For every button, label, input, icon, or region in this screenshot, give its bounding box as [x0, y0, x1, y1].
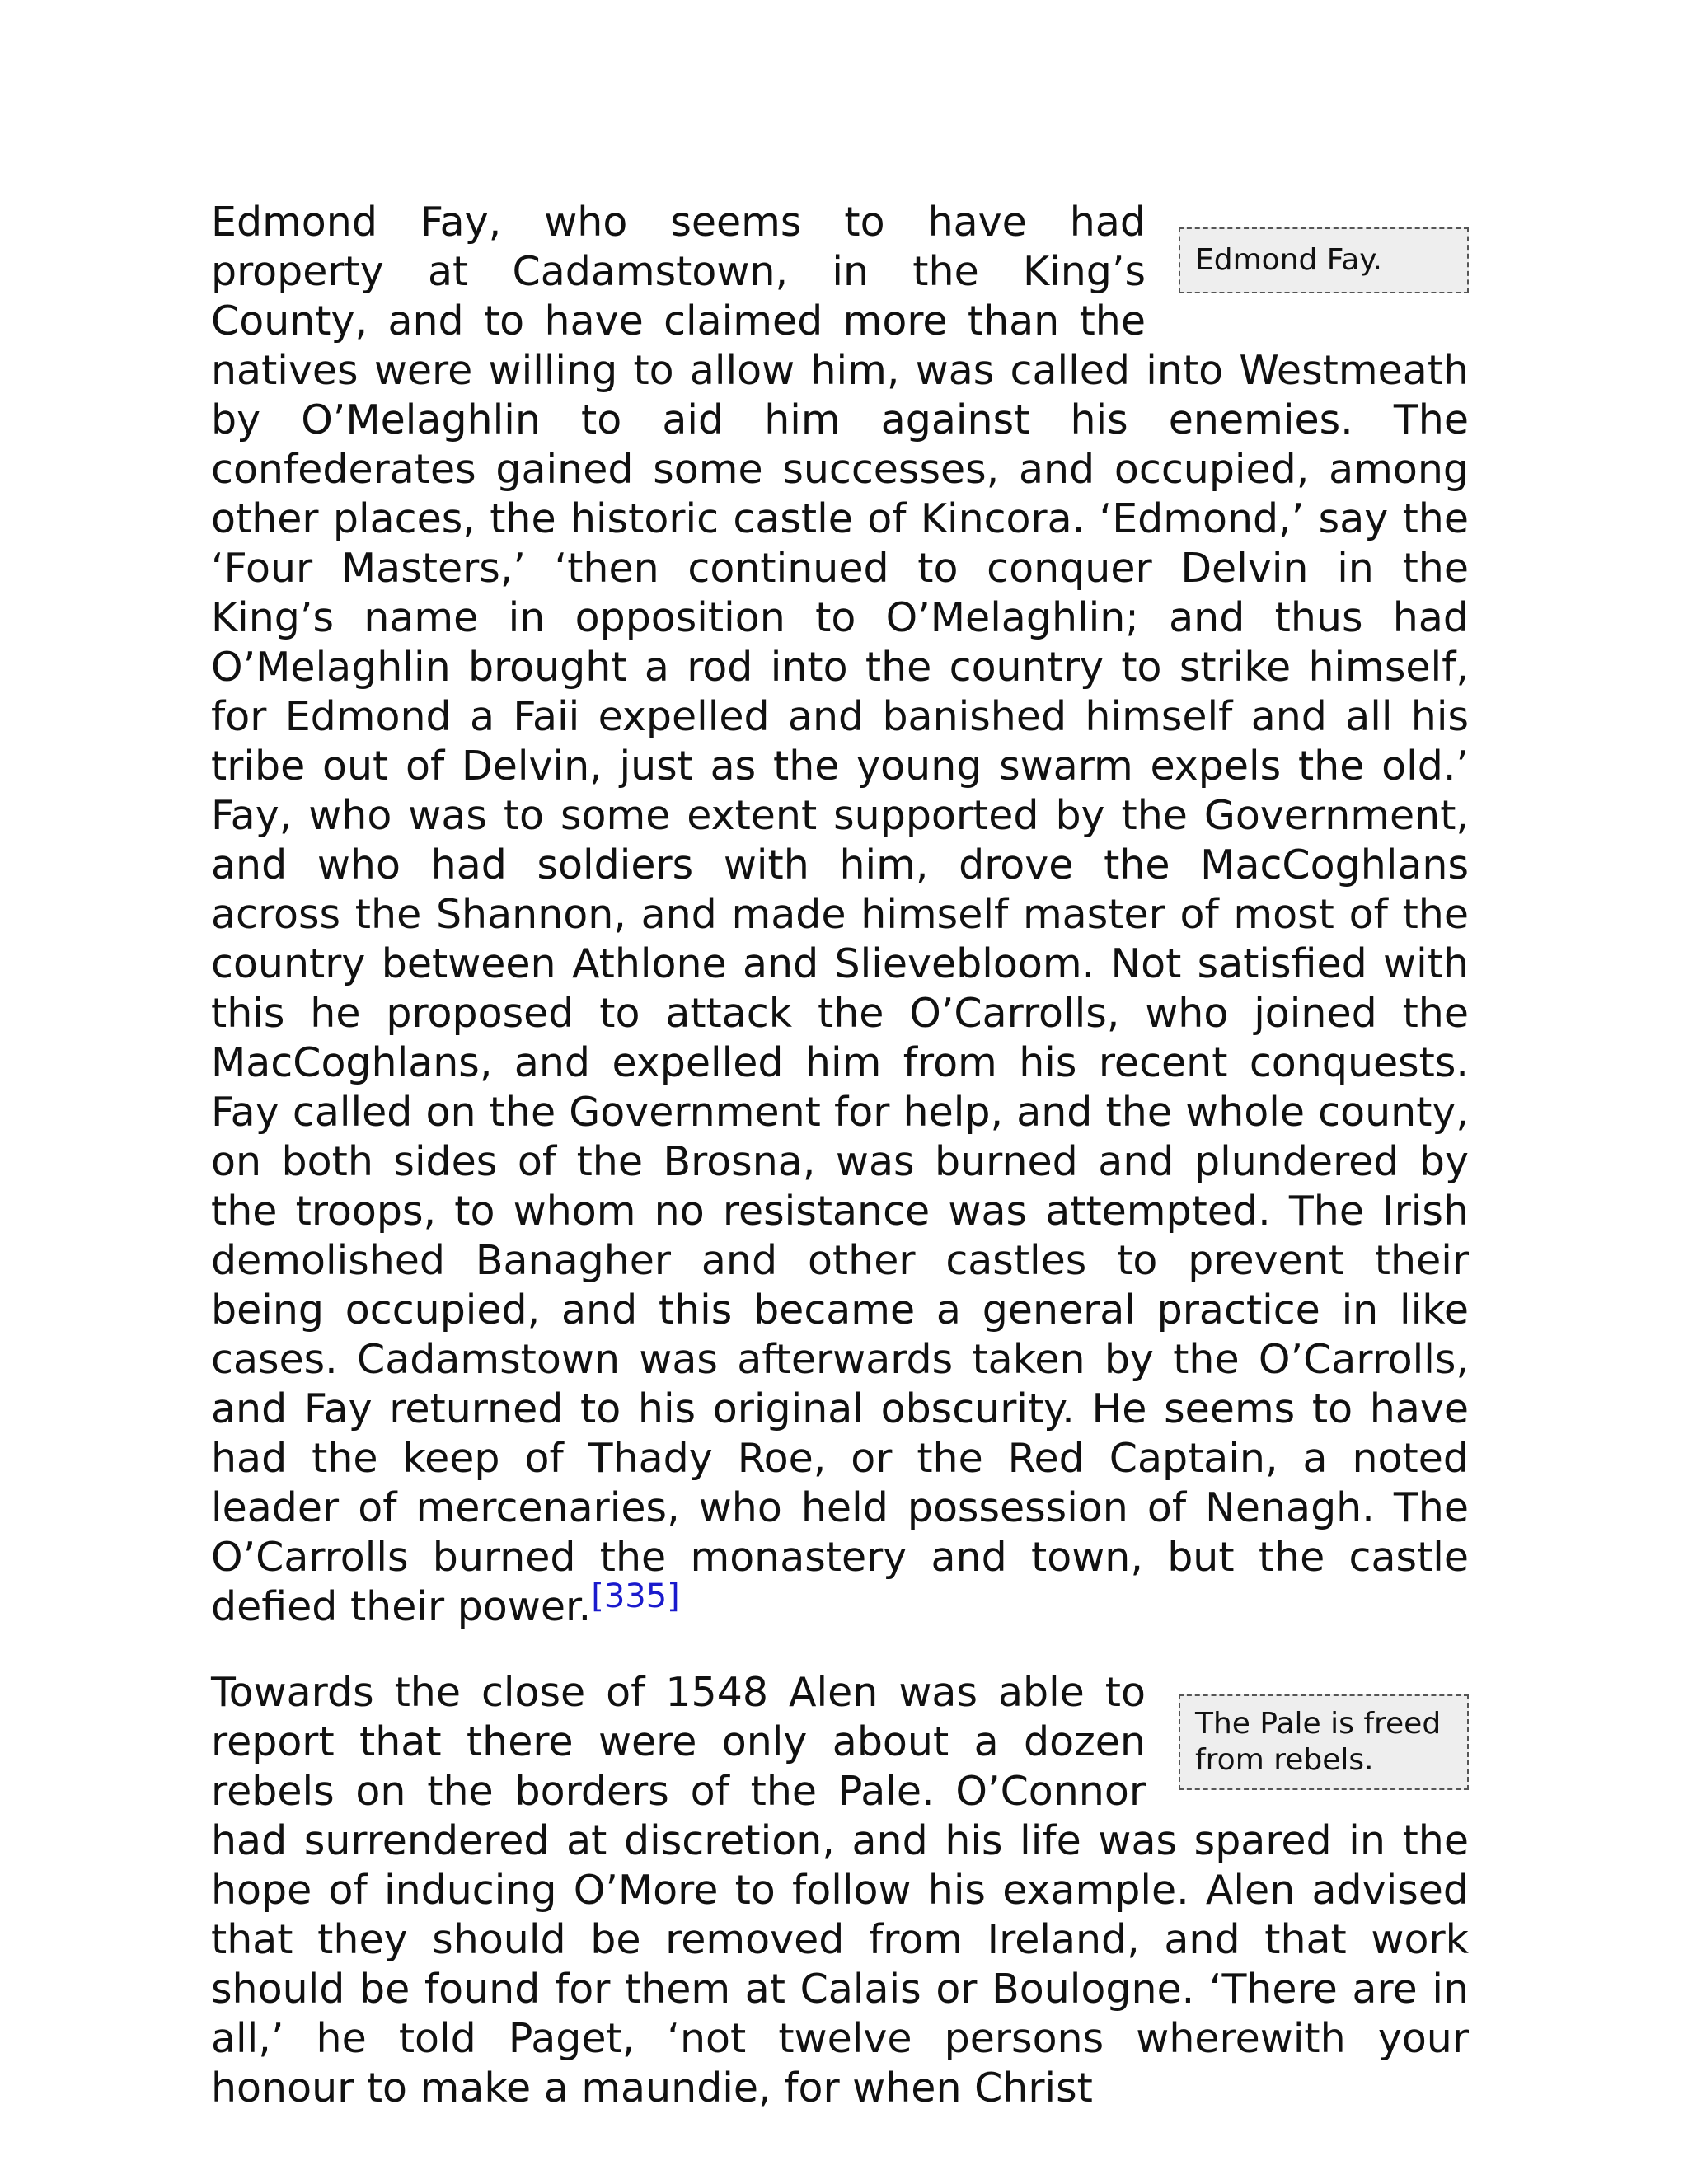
paragraph-text: Edmond Fay, who seems to have had property at Cadamstown, in the King’s County, and to have claimed more than the natives were willing to allow him, was called into Westmeath by O’Melaghlin to aid him against his enemies. The confederates gained some successes, and occupied, among other places, the historic castle of Kincora. ‘Edmond,’ say the ‘Four Masters,’ ‘then continued to conquer Delvin in the King’s name in opposition to O’Melaghlin; and thus had O’Melaghlin brought a rod into the country to strike himself, for Edmond a Faii expelled and banished himself and all his tribe out of Delvin, just as the young swarm expels the old.’ Fay, who was to some extent supported by the Government, and who had soldiers with him, drove the MacCoghlans across the Shannon, and made himself master of most of the country between Athlone and Slievebloom. Not satisfied with this he proposed to attack the O’Carrolls, who joined the MacCoghlans, and expelled him from his recent conquests. Fay called on the Government for help, and the whole county, on both sides of the Brosna, was burned and plundered by the troops, to whom no resistance was attempted. The Irish demolished Banagher and other castles to prevent their being occupied, and this became a general practice in like cases. Cadamstown was afterwards taken by the O’Carrolls, and Fay returned to his original obscurity. He seems to have had the keep of Thady Roe, or the Red Captain, a noted leader of mercenaries, who held possession of Nenagh. The O’Carrolls burned the monastery and town, but the castle defied their power.: [211, 199, 1469, 1630]
footnote-link[interactable]: [335]: [591, 1577, 680, 1615]
document-page: [211, 198, 1469, 2113]
paragraph-pale-freed: [211, 1668, 1469, 2113]
sidenote-edmond-fay: Edmond Fay.: [1179, 227, 1469, 293]
paragraph-edmond-fay: [211, 198, 1469, 1632]
paragraph-text: Towards the close of 1548 Alen was able to report that there were only about a dozen rebels on the borders of the Pale. O’Connor had surrendered at discretion, and his life was spared in the hope of inducing O’More to follow his example. Alen advised that they should be removed from Ireland, and that work should be found for them at Calais or Boulogne. ‘There are in all,’ he told Paget, ‘not twelve persons wherewith your honour to make a maundie, for when Christ: [211, 1669, 1469, 2111]
sidenote-pale-freed: The Pale is freed from rebels.: [1179, 1694, 1469, 1790]
